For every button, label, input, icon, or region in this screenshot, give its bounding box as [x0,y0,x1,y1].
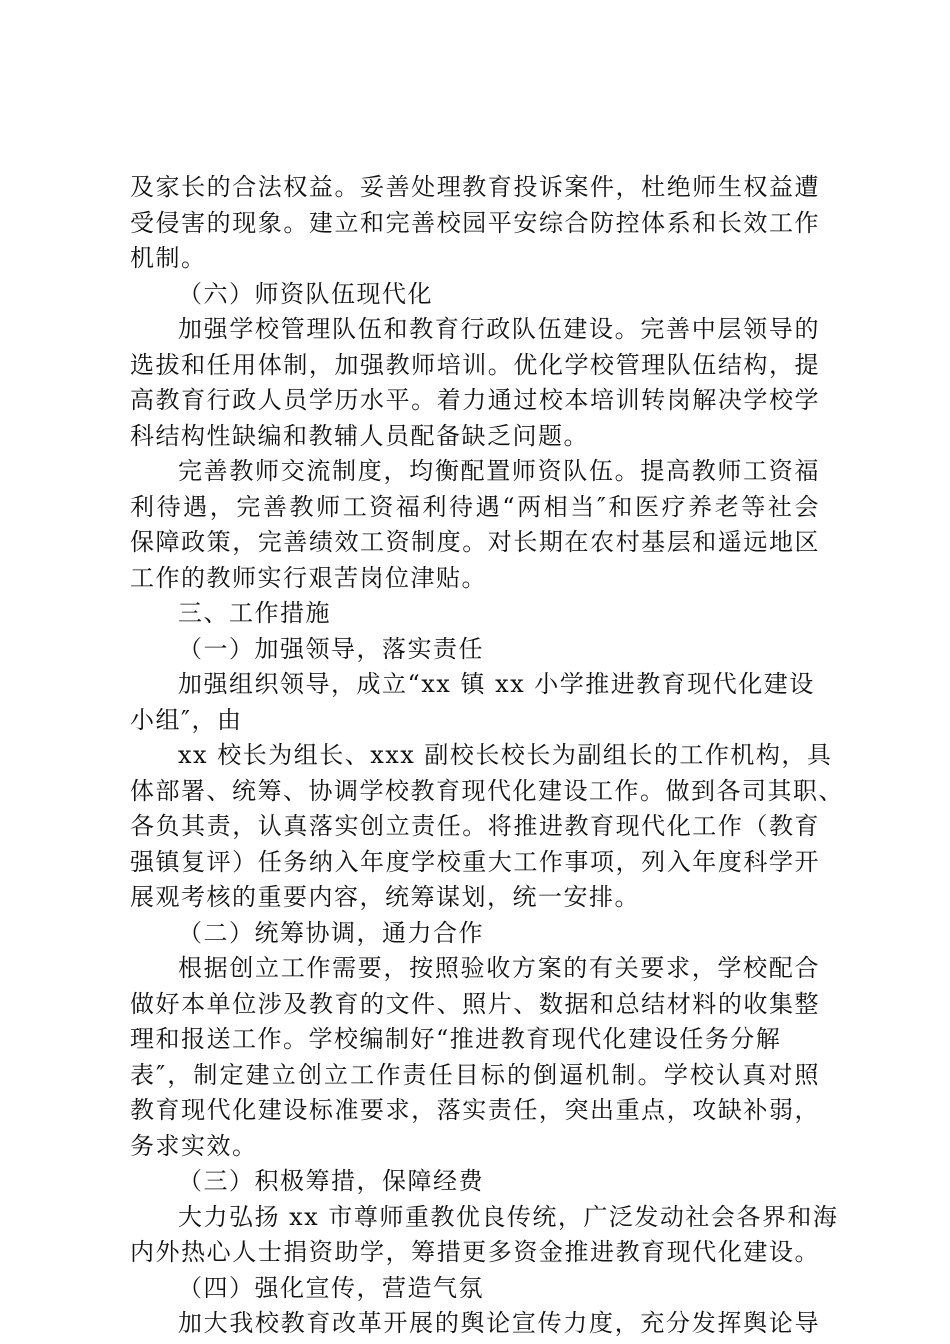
text-line: 完善教师交流制度，均衡配置师资队伍。提高教师工资福 [178,457,820,485]
document-page [130,170,844,1342]
text-line: （一）加强领导，落实责任 [178,634,484,663]
text-line: 利待遇，完善教师工资福利待遇“两相当″和医疗养老等社会 [130,492,820,521]
text-line: 体部署、统筹、协调学校教育现代化建设工作。做到各司其职、 [130,776,844,805]
text-line: 高教育行政人员学历水平。着力通过校本培训转岗解决学校学 [130,386,820,414]
text-line: 受侵害的现象。建立和完善校园平安综合防控体系和长效工作 [130,208,820,237]
text-line: 教育现代化建设标准要求，落实责任，突出重点，攻缺补弱， [130,1096,820,1124]
text-line: 选拔和任用体制，加强教师培训。优化学校管理队伍结构，提 [130,350,820,379]
text-line: 机制。 [130,244,207,272]
text-line: 加强组织领导，成立“xx 镇 xx 小学推进教育现代化建设 [178,670,815,698]
text-line: 内外热心人士捐资助学，筹措更多资金推进教育现代化建设。 [130,1238,820,1266]
text-line: xx 校长为组长、xxx 副校长校长为副组长的工作机构，具 [178,741,833,769]
text-line: 加强学校管理队伍和教育行政队伍建设。完善中层领导的 [178,315,820,343]
text-line: 展观考核的重要内容，统筹谋划，统一安排。 [130,883,640,911]
text-line: 三、工作措施 [178,599,331,627]
text-line: 加大我校教育改革开展的舆论宣传力度，充分发挥舆论导 [178,1309,820,1337]
text-line: 及家长的合法权益。妥善处理教育投诉案件，杜绝师生权益遭 [130,173,820,201]
text-line: （三）积极筹措，保障经费 [178,1167,484,1195]
text-line: 大力弘扬 xx 市尊师重教优良传统，广泛发动社会各界和海 [178,1202,839,1231]
text-line: 表″，制定建立创立工作责任目标的倒逼机制。学校认真对照 [130,1060,820,1089]
text-line: 理和报送工作。学校编制好“推进教育现代化建设任务分解 [130,1025,782,1053]
text-line: 根据创立工作需要，按照验收方案的有关要求，学校配合 [178,954,820,982]
text-line: 做好本单位涉及教育的文件、照片、数据和总结材料的收集整 [130,989,820,1018]
text-line: （二）统筹协调，通力合作 [178,918,484,947]
text-line: 保障政策，完善绩效工资制度。对长期在农村基层和遥远地区 [130,528,820,556]
text-line: 强镇复评）任务纳入年度学校重大工作事项，列入年度科学开 [130,847,820,876]
text-line: 各负其责，认真落实创立责任。将推进教育现代化工作（教育 [130,812,820,840]
text-line: 小组″，由 [130,705,243,734]
text-line: 科结构性缺编和教辅人员配备缺乏问题。 [130,421,589,450]
text-line: （四）强化宣传，营造气氛 [178,1273,484,1302]
text-line: （六）师资队伍现代化 [178,279,433,308]
text-line: 工作的教师实行艰苦岗位津贴。 [130,563,487,592]
text-line: 务求实效。 [130,1131,258,1160]
